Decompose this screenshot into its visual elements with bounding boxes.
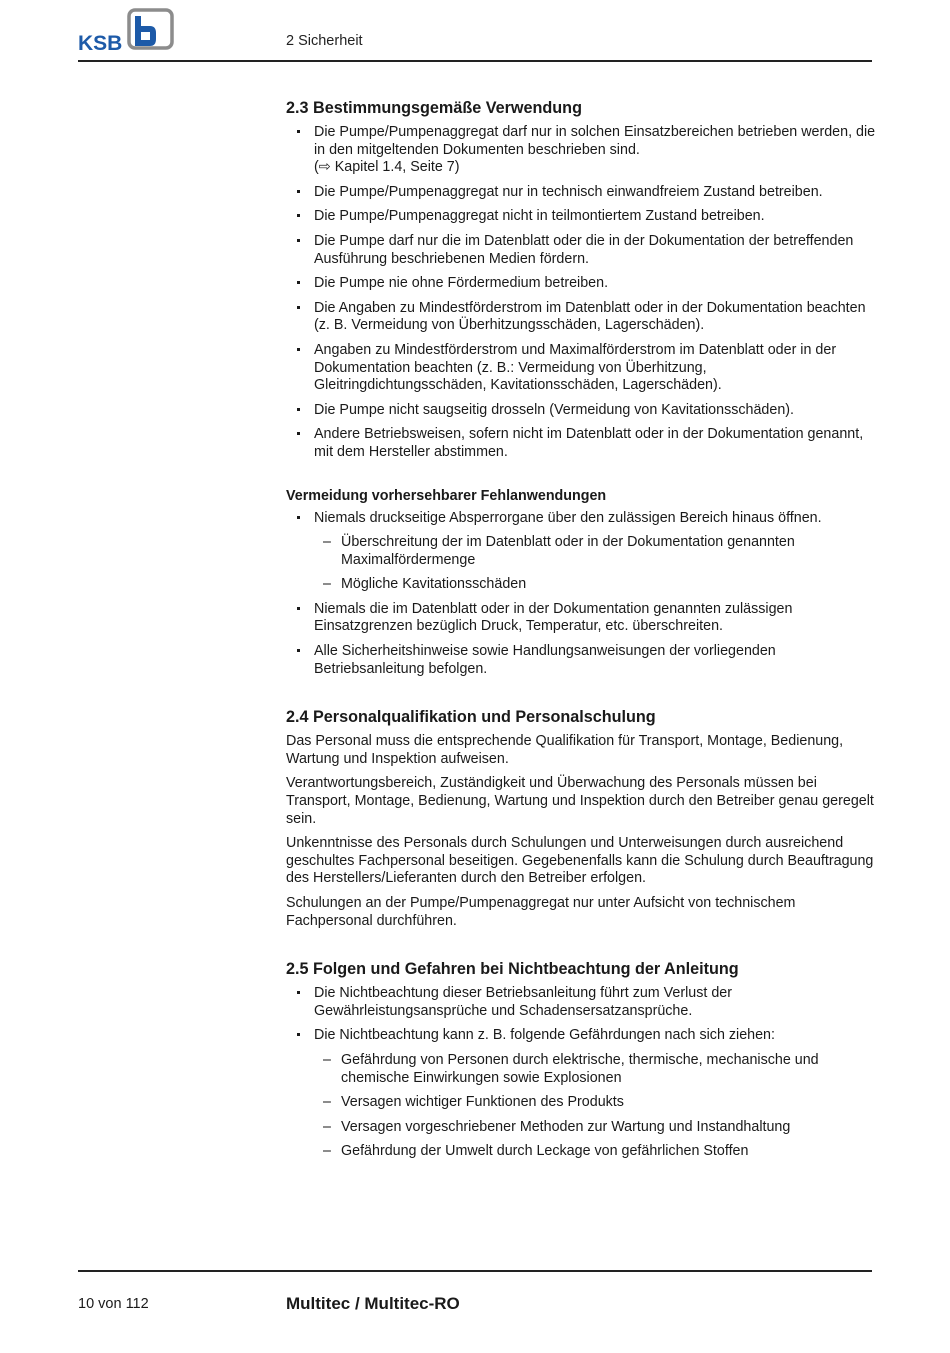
list-item: Niemals die im Datenblatt oder in der Dokumentation genannten zulässigen Einsatzgrenzen bezüglich Druck, Temperatur, etc. überschreiten. [286, 601, 876, 636]
sub-list-item: – Gefährdung von Personen durch elektrische, thermische, mechanische und chemische Einwirkungen sowie Explosionen [314, 1052, 876, 1087]
list-item: Andere Betriebsweisen, sofern nicht im Datenblatt oder in der Dokumentation genannt, mit dem Hersteller abstimmen. [286, 426, 876, 461]
list-item: Niemals druckseitige Absperrorgane über den zulässigen Bereich hinaus öffnen. – Überschreitung der im Datenblatt oder in der Dokumentation genannten Maximalfördermenge – Mögliche Kavitationsschäden [286, 510, 876, 594]
list-item: Die Pumpe darf nur die im Datenblatt oder die in der Dokumentation der betreffenden Ausführung beschriebenen Medien fördern. [286, 233, 876, 268]
list-item: Angaben zu Mindestförderstrom und Maximalförderstrom im Datenblatt oder in der Dokumentation beachten (z. B.: Vermeidung von Überhitzung, Gleitringdichtungsschäden, Kavitationsschäden, Lagerschäden). [286, 342, 876, 395]
document-title: Multitec / Multitec-RO [286, 1294, 460, 1313]
list-item: Die Pumpe/Pumpenaggregat nur in technisch einwandfreiem Zustand betreiben. [286, 184, 876, 202]
paragraph: Schulungen an der Pumpe/Pumpenaggregat nur unter Aufsicht von technischem Fachpersonal durchführen. [286, 895, 796, 929]
misuse-sublist [314, 534, 876, 594]
list-item: Die Pumpe nicht saugseitig drosseln (Vermeidung von Kavitationsschäden). [286, 402, 876, 420]
section-2-4-title: 2.4 Personalqualifikation und Personalschulung [286, 708, 656, 727]
list-item: Die Pumpe/Pumpenaggregat darf nur in solchen Einsatzbereichen betrieben werden, die in den mitgeltenden Dokumenten beschrieben sind. (⇨ Kapitel 1.4, Seite 7) [286, 124, 876, 177]
header-section-title: 2 Sicherheit [286, 33, 363, 49]
consequences-list [286, 985, 876, 1161]
paragraph: Verantwortungsbereich, Zuständigkeit und Überwachung des Personals müssen bei Transport, Montage, Bedienung, Wartung und Inspektion durch den Betreiber genau geregelt sein. [286, 775, 874, 827]
section-2-5-title: 2.5 Folgen und Gefahren bei Nichtbeachtung der Anleitung [286, 960, 739, 979]
misuse-subheading: Vermeidung vorhersehbarer Fehlanwendungen [286, 487, 607, 504]
sub-list-item: – Mögliche Kavitationsschäden [314, 576, 876, 594]
list-item: Die Pumpe nie ohne Fördermedium betreiben. [286, 275, 876, 293]
usage-list [286, 124, 876, 462]
sub-list-item: – Versagen vorgeschriebener Methoden zur Wartung und Instandhaltung [314, 1119, 876, 1137]
hazards-sublist [314, 1052, 876, 1161]
footer-divider [78, 1270, 872, 1272]
section-2-3-title: 2.3 Bestimmungsgemäße Verwendung [286, 99, 582, 117]
ksb-logo [78, 8, 178, 54]
sub-list-item: – Versagen wichtiger Funktionen des Produkts [314, 1094, 876, 1112]
page-number: 10 von 112 [78, 1296, 149, 1312]
list-item: Alle Sicherheitshinweise sowie Handlungsanweisungen der vorliegenden Betriebsanleitung befolgen. [286, 643, 876, 678]
list-item: Die Angaben zu Mindestförderstrom im Datenblatt oder in der Dokumentation beachten (z. B. Vermeidung von Überhitzungsschäden, Lagerschäden). [286, 300, 876, 335]
sub-list-item: – Gefährdung der Umwelt durch Leckage von gefährlichen Stoffen [314, 1143, 876, 1161]
page-header [78, 8, 872, 62]
cross-reference-link[interactable]: (⇨ Kapitel 1.4, Seite 7) [314, 159, 460, 176]
list-item: Die Nichtbeachtung kann z. B. folgende Gefährdungen nach sich ziehen: – Gefährdung von Personen durch elektrische, thermische, mechanische und chemische Einwirkungen sowie Explosionen – Versagen wichtiger Funktionen des Produkts – Versagen vorgeschriebener Methoden zur Wartung und Instandhaltung – Gefährdung der Umwelt durch Leckage von gefährlichen Stoffen [286, 1027, 876, 1161]
paragraph: Das Personal muss die entsprechende Qualifikation für Transport, Montage, Bedienung, Wartung und Inspektion aufweisen. [286, 733, 844, 767]
sub-list-item: – Überschreitung der im Datenblatt oder in der Dokumentation genannten Maximalfördermenge [314, 534, 876, 569]
list-item: Die Pumpe/Pumpenaggregat nicht in teilmontiertem Zustand betreiben. [286, 208, 876, 226]
logo-text: KSB [78, 32, 123, 54]
page-content [286, 98, 876, 1168]
misuse-list [286, 510, 876, 679]
paragraph: Unkenntnisse des Personals durch Schulungen und Unterweisungen durch ausreichend geschultes Fachpersonal beseitigen. Gegebenenfalls kann die Schulung durch Beauftragung des Herstellers/Lieferanten durch den Betreiber erfolgen. [286, 835, 874, 887]
list-item: Die Nichtbeachtung dieser Betriebsanleitung führt zum Verlust der Gewährleistungsansprüche und Schadensersatzansprüche. [286, 985, 876, 1020]
